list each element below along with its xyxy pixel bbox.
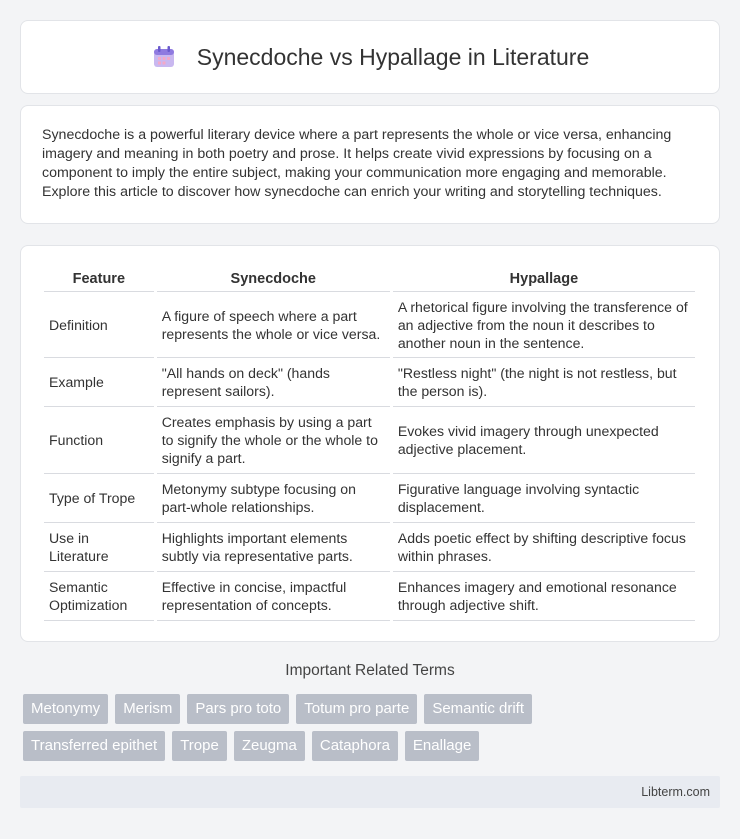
cell-feature: Function bbox=[44, 407, 154, 474]
tag-trope[interactable]: Trope bbox=[172, 731, 227, 761]
header-hypallage: Hypallage bbox=[393, 266, 695, 292]
cell-synecdoche: Creates emphasis by using a part to signify the whole or the whole to signify a part. bbox=[157, 407, 390, 474]
table-row bbox=[44, 474, 695, 523]
cell-hypallage: Adds poetic effect by shifting descriptive focus within phrases. bbox=[393, 523, 695, 572]
cell-synecdoche: Highlights important elements subtly via representative parts. bbox=[157, 523, 390, 572]
related-terms-list bbox=[23, 694, 583, 768]
cell-synecdoche: Effective in concise, impactful representation of concepts. bbox=[157, 572, 390, 621]
intro-text: Synecdoche is a powerful literary device where a part represents the whole or vice versa, enhancing imagery and meaning in both poetry and prose. It helps create vivid expressions by focusing on a component to imply the entire subject, making your communication more engaging and memorable. Explore this article to discover how synecdoche can enrich your writing and storytelling techniques. bbox=[42, 127, 672, 200]
footer-site-link[interactable]: Libterm.com bbox=[641, 785, 710, 799]
table-row bbox=[44, 292, 695, 358]
cell-hypallage: "Restless night" (the night is not restless, but the person is). bbox=[393, 358, 695, 407]
table-row bbox=[44, 523, 695, 572]
footer bbox=[20, 776, 720, 808]
cell-synecdoche: "All hands on deck" (hands represent sailors). bbox=[157, 358, 390, 407]
cell-feature: Type of Trope bbox=[44, 474, 154, 523]
tag-transferred-epithet[interactable]: Transferred epithet bbox=[23, 731, 165, 761]
cell-feature: Definition bbox=[44, 292, 154, 358]
cell-feature: Use in Literature bbox=[44, 523, 154, 572]
page-title: Synecdoche vs Hypallage in Literature bbox=[196, 43, 590, 70]
table-row bbox=[44, 407, 695, 474]
cell-feature: Example bbox=[44, 358, 154, 407]
tag-cataphora[interactable]: Cataphora bbox=[312, 731, 398, 761]
tag-totum-pro-parte[interactable]: Totum pro parte bbox=[296, 694, 417, 724]
tag-row bbox=[23, 694, 583, 724]
cell-hypallage: Enhances imagery and emotional resonance through adjective shift. bbox=[393, 572, 695, 621]
cell-feature: Semantic Optimization bbox=[44, 572, 154, 621]
cell-synecdoche: Metonymy subtype focusing on part-whole relationships. bbox=[157, 474, 390, 523]
intro-card bbox=[20, 105, 720, 224]
table-header-row bbox=[44, 266, 695, 292]
table-row bbox=[44, 572, 695, 621]
tag-zeugma[interactable]: Zeugma bbox=[234, 731, 305, 761]
tag-row bbox=[23, 731, 583, 761]
calendar-icon bbox=[151, 44, 177, 70]
tag-merism[interactable]: Merism bbox=[115, 694, 180, 724]
comparison-table bbox=[41, 266, 698, 621]
tag-semantic-drift[interactable]: Semantic drift bbox=[424, 694, 532, 724]
related-terms-title: Important Related Terms bbox=[285, 662, 455, 679]
header-synecdoche: Synecdoche bbox=[157, 266, 390, 292]
header-card bbox=[20, 20, 720, 94]
tag-pars-pro-toto[interactable]: Pars pro toto bbox=[187, 694, 289, 724]
cell-hypallage: A rhetorical figure involving the transference of an adjective from the noun it describes to another noun in the sentence. bbox=[393, 292, 695, 358]
cell-hypallage: Evokes vivid imagery through unexpected adjective placement. bbox=[393, 407, 695, 474]
header-feature: Feature bbox=[44, 266, 154, 292]
table-row bbox=[44, 358, 695, 407]
cell-hypallage: Figurative language involving syntactic displacement. bbox=[393, 474, 695, 523]
cell-synecdoche: A figure of speech where a part represents the whole or vice versa. bbox=[157, 292, 390, 358]
tag-metonymy[interactable]: Metonymy bbox=[23, 694, 108, 724]
comparison-table-card bbox=[20, 245, 720, 642]
tag-enallage[interactable]: Enallage bbox=[405, 731, 479, 761]
